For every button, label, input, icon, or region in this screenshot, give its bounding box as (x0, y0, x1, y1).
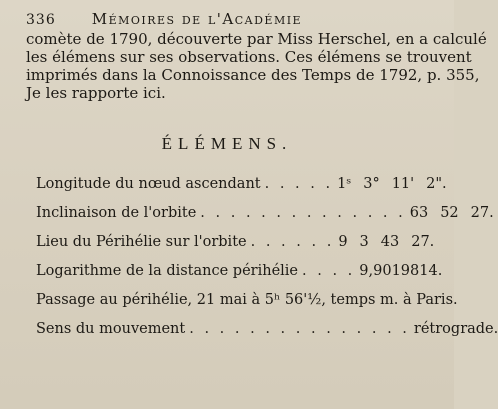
row-value: 9 (338, 234, 348, 250)
row-values (337, 176, 447, 192)
paragraph-line: Je les rapporte ici. (26, 84, 166, 102)
leader-dots: . . . . (302, 263, 356, 279)
section-title: ÉLÉMENS. (161, 134, 293, 153)
row-label: Lieu du Périhélie sur l'orbite (36, 234, 247, 250)
row-values (410, 205, 494, 221)
row-values (414, 321, 498, 337)
elements-table (36, 176, 498, 350)
leader-dots: . . . . . . . . . . . . . . . (189, 321, 410, 337)
paragraph-line: imprimés dans la Connoissance des Temps de 1792, p. 355, (26, 66, 480, 84)
row-label: Inclinaison de l'orbite (36, 205, 197, 221)
row-value: 3° (363, 176, 380, 192)
row-value: 43 (380, 234, 400, 250)
leader-dots: . . . . . . . . . . . . . . (200, 205, 406, 221)
intro-paragraph (26, 30, 487, 102)
row-value: rétrograde. (413, 321, 498, 337)
row-value: 3 (359, 234, 369, 250)
row-values (359, 263, 442, 279)
leader-dots: . . . . . . (250, 234, 335, 250)
leader-dots: . . . . . (264, 176, 334, 192)
row-label: Passage au périhélie, 21 mai à 5ʰ 56'½, temps m. à Paris. (36, 292, 458, 308)
row-label: Sens du mouvement (36, 321, 186, 337)
page-number: 336 (26, 12, 56, 28)
element-row-perihelie (36, 234, 435, 263)
row-value: 2". (426, 176, 447, 192)
row-value: 9,9019814. (359, 263, 443, 279)
element-row-inclinaison (36, 205, 494, 234)
running-title: Mémoires de l'Académie (91, 10, 303, 28)
row-value: 63 (409, 205, 429, 221)
row-value: 27. (470, 205, 494, 221)
row-value: 52 (440, 205, 459, 221)
row-label: Logarithme de la distance périhélie (36, 263, 299, 279)
row-value: 27. (411, 234, 435, 250)
row-value: 1ˢ (337, 176, 352, 192)
row-value: 11' (391, 176, 415, 192)
paragraph-line: comète de 1790, découverte par Miss Herschel, en a calculé (26, 30, 487, 48)
element-row-longitude (36, 176, 447, 205)
row-values (338, 234, 434, 250)
element-row-logarithme (36, 263, 443, 292)
page-header (26, 10, 434, 28)
paragraph-line: les élémens sur ses observations. Ces élémens se trouvent (26, 48, 472, 66)
element-row-sens (36, 321, 498, 350)
row-label: Longitude du nœud ascendant (36, 176, 261, 192)
element-row-passage (36, 292, 458, 321)
